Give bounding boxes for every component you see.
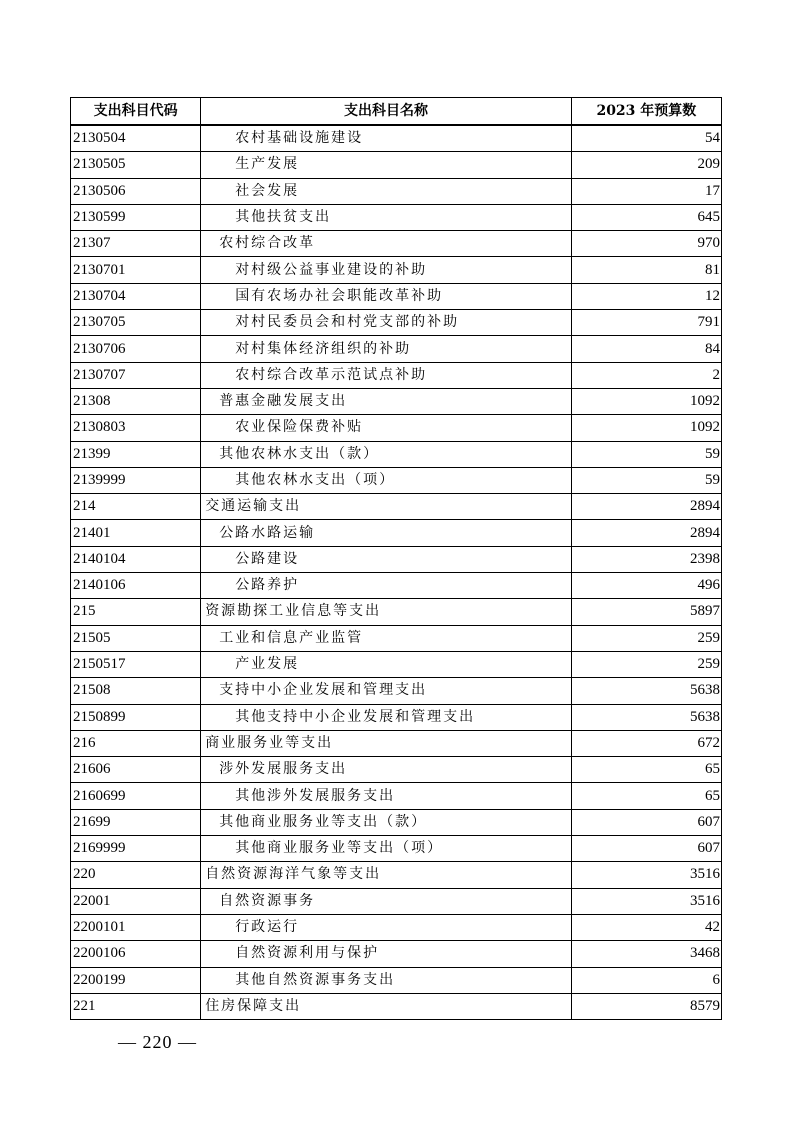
row-amount: 6: [571, 967, 721, 993]
row-name: 对村民委员会和村党支部的补助: [201, 310, 572, 336]
row-code: 216: [71, 730, 201, 756]
table-row: [71, 520, 722, 546]
row-name: 农村综合改革示范试点补助: [201, 362, 572, 388]
table-row: [71, 704, 722, 730]
row-amount: 65: [571, 757, 721, 783]
row-amount: 259: [571, 625, 721, 651]
row-amount: 607: [571, 809, 721, 835]
row-amount: 2894: [571, 494, 721, 520]
table-row: [71, 730, 722, 756]
row-code: 21307: [71, 231, 201, 257]
table-row: [71, 178, 722, 204]
row-code: 21401: [71, 520, 201, 546]
row-amount: 5897: [571, 599, 721, 625]
row-amount: 8579: [571, 993, 721, 1019]
header-code: 支出科目代码: [71, 98, 201, 126]
row-code: 2139999: [71, 467, 201, 493]
row-code: 22001: [71, 888, 201, 914]
table-row: [71, 809, 722, 835]
row-code: 2130506: [71, 178, 201, 204]
row-name: 自然资源事务: [201, 888, 572, 914]
table-row: [71, 783, 722, 809]
row-code: 2140106: [71, 573, 201, 599]
row-code: 2140104: [71, 546, 201, 572]
row-amount: 259: [571, 651, 721, 677]
row-code: 2130704: [71, 283, 201, 309]
row-name: 国有农场办社会职能改革补助: [201, 283, 572, 309]
row-amount: 59: [571, 441, 721, 467]
table-row: [71, 967, 722, 993]
row-code: 2130707: [71, 362, 201, 388]
row-name: 农村综合改革: [201, 231, 572, 257]
row-code: 2130803: [71, 415, 201, 441]
table-row: [71, 283, 722, 309]
row-code: 21508: [71, 678, 201, 704]
row-name: 其他支持中小企业发展和管理支出: [201, 704, 572, 730]
row-amount: 84: [571, 336, 721, 362]
table-row: [71, 310, 722, 336]
row-name: 行政运行: [201, 914, 572, 940]
table-row: [71, 257, 722, 283]
row-code: 215: [71, 599, 201, 625]
row-name: 其他商业服务业等支出（项）: [201, 836, 572, 862]
table-row: [71, 204, 722, 230]
row-code: 21699: [71, 809, 201, 835]
row-code: 21606: [71, 757, 201, 783]
row-name: 涉外发展服务支出: [201, 757, 572, 783]
row-name: 其他农林水支出（款）: [201, 441, 572, 467]
table-row: [71, 573, 722, 599]
row-amount: 42: [571, 914, 721, 940]
row-amount: 209: [571, 152, 721, 178]
row-name: 其他自然资源事务支出: [201, 967, 572, 993]
table-row: [71, 441, 722, 467]
table-row: [71, 836, 722, 862]
row-name: 商业服务业等支出: [201, 730, 572, 756]
table-row: [71, 494, 722, 520]
table-header-row: [71, 98, 722, 126]
row-name: 自然资源海洋气象等支出: [201, 862, 572, 888]
row-code: 2150899: [71, 704, 201, 730]
row-name: 资源勘探工业信息等支出: [201, 599, 572, 625]
row-amount: 12: [571, 283, 721, 309]
row-amount: 2: [571, 362, 721, 388]
row-name: 普惠金融发展支出: [201, 388, 572, 414]
row-amount: 791: [571, 310, 721, 336]
table-row: [71, 941, 722, 967]
row-name: 农村基础设施建设: [201, 125, 572, 152]
row-amount: 3516: [571, 888, 721, 914]
row-code: 221: [71, 993, 201, 1019]
row-name: 交通运输支出: [201, 494, 572, 520]
row-name: 社会发展: [201, 178, 572, 204]
row-amount: 2894: [571, 520, 721, 546]
row-amount: 2398: [571, 546, 721, 572]
header-name: 支出科目名称: [201, 98, 572, 126]
row-code: 2150517: [71, 651, 201, 677]
table-row: [71, 388, 722, 414]
row-code: 21505: [71, 625, 201, 651]
row-amount: 1092: [571, 415, 721, 441]
table-row: [71, 757, 722, 783]
row-code: 2130505: [71, 152, 201, 178]
table-row: [71, 231, 722, 257]
row-name: 公路养护: [201, 573, 572, 599]
row-amount: 5638: [571, 678, 721, 704]
table-row: [71, 993, 722, 1019]
table-row: [71, 467, 722, 493]
row-amount: 59: [571, 467, 721, 493]
row-code: 2130599: [71, 204, 201, 230]
header-amount: 2023 年预算数: [571, 98, 721, 126]
row-amount: 81: [571, 257, 721, 283]
row-amount: 17: [571, 178, 721, 204]
row-code: 2130705: [71, 310, 201, 336]
row-amount: 3468: [571, 941, 721, 967]
page-number: — 220 —: [118, 1032, 197, 1052]
row-name: 对村集体经济组织的补助: [201, 336, 572, 362]
row-name: 其他扶贫支出: [201, 204, 572, 230]
table-row: [71, 862, 722, 888]
table-row: [71, 336, 722, 362]
row-code: 2200101: [71, 914, 201, 940]
table-row: [71, 888, 722, 914]
row-code: 21308: [71, 388, 201, 414]
row-code: 2130701: [71, 257, 201, 283]
table-row: [71, 415, 722, 441]
row-code: 2200106: [71, 941, 201, 967]
table-row: [71, 625, 722, 651]
row-name: 生产发展: [201, 152, 572, 178]
table-row: [71, 599, 722, 625]
table-row: [71, 362, 722, 388]
row-code: 21399: [71, 441, 201, 467]
row-code: 220: [71, 862, 201, 888]
row-amount: 54: [571, 125, 721, 152]
row-amount: 496: [571, 573, 721, 599]
row-name: 自然资源利用与保护: [201, 941, 572, 967]
row-code: 2200199: [71, 967, 201, 993]
row-name: 其他商业服务业等支出（款）: [201, 809, 572, 835]
row-amount: 607: [571, 836, 721, 862]
table-row: [71, 651, 722, 677]
table-row: [71, 914, 722, 940]
row-amount: 3516: [571, 862, 721, 888]
row-name: 支持中小企业发展和管理支出: [201, 678, 572, 704]
row-name: 住房保障支出: [201, 993, 572, 1019]
row-name: 产业发展: [201, 651, 572, 677]
row-name: 工业和信息产业监管: [201, 625, 572, 651]
table-row: [71, 152, 722, 178]
row-amount: 5638: [571, 704, 721, 730]
row-code: 2130504: [71, 125, 201, 152]
row-amount: 1092: [571, 388, 721, 414]
table-row: [71, 546, 722, 572]
budget-table: [70, 97, 722, 1020]
table-row: [71, 678, 722, 704]
table-row: [71, 125, 722, 152]
row-name: 其他涉外发展服务支出: [201, 783, 572, 809]
row-name: 公路水路运输: [201, 520, 572, 546]
row-code: 2160699: [71, 783, 201, 809]
row-code: 2169999: [71, 836, 201, 862]
row-name: 公路建设: [201, 546, 572, 572]
row-amount: 645: [571, 204, 721, 230]
row-name: 其他农林水支出（项）: [201, 467, 572, 493]
row-code: 214: [71, 494, 201, 520]
row-amount: 672: [571, 730, 721, 756]
table-body: [71, 125, 722, 1020]
row-code: 2130706: [71, 336, 201, 362]
row-name: 农业保险保费补贴: [201, 415, 572, 441]
row-name: 对村级公益事业建设的补助: [201, 257, 572, 283]
row-amount: 970: [571, 231, 721, 257]
row-amount: 65: [571, 783, 721, 809]
